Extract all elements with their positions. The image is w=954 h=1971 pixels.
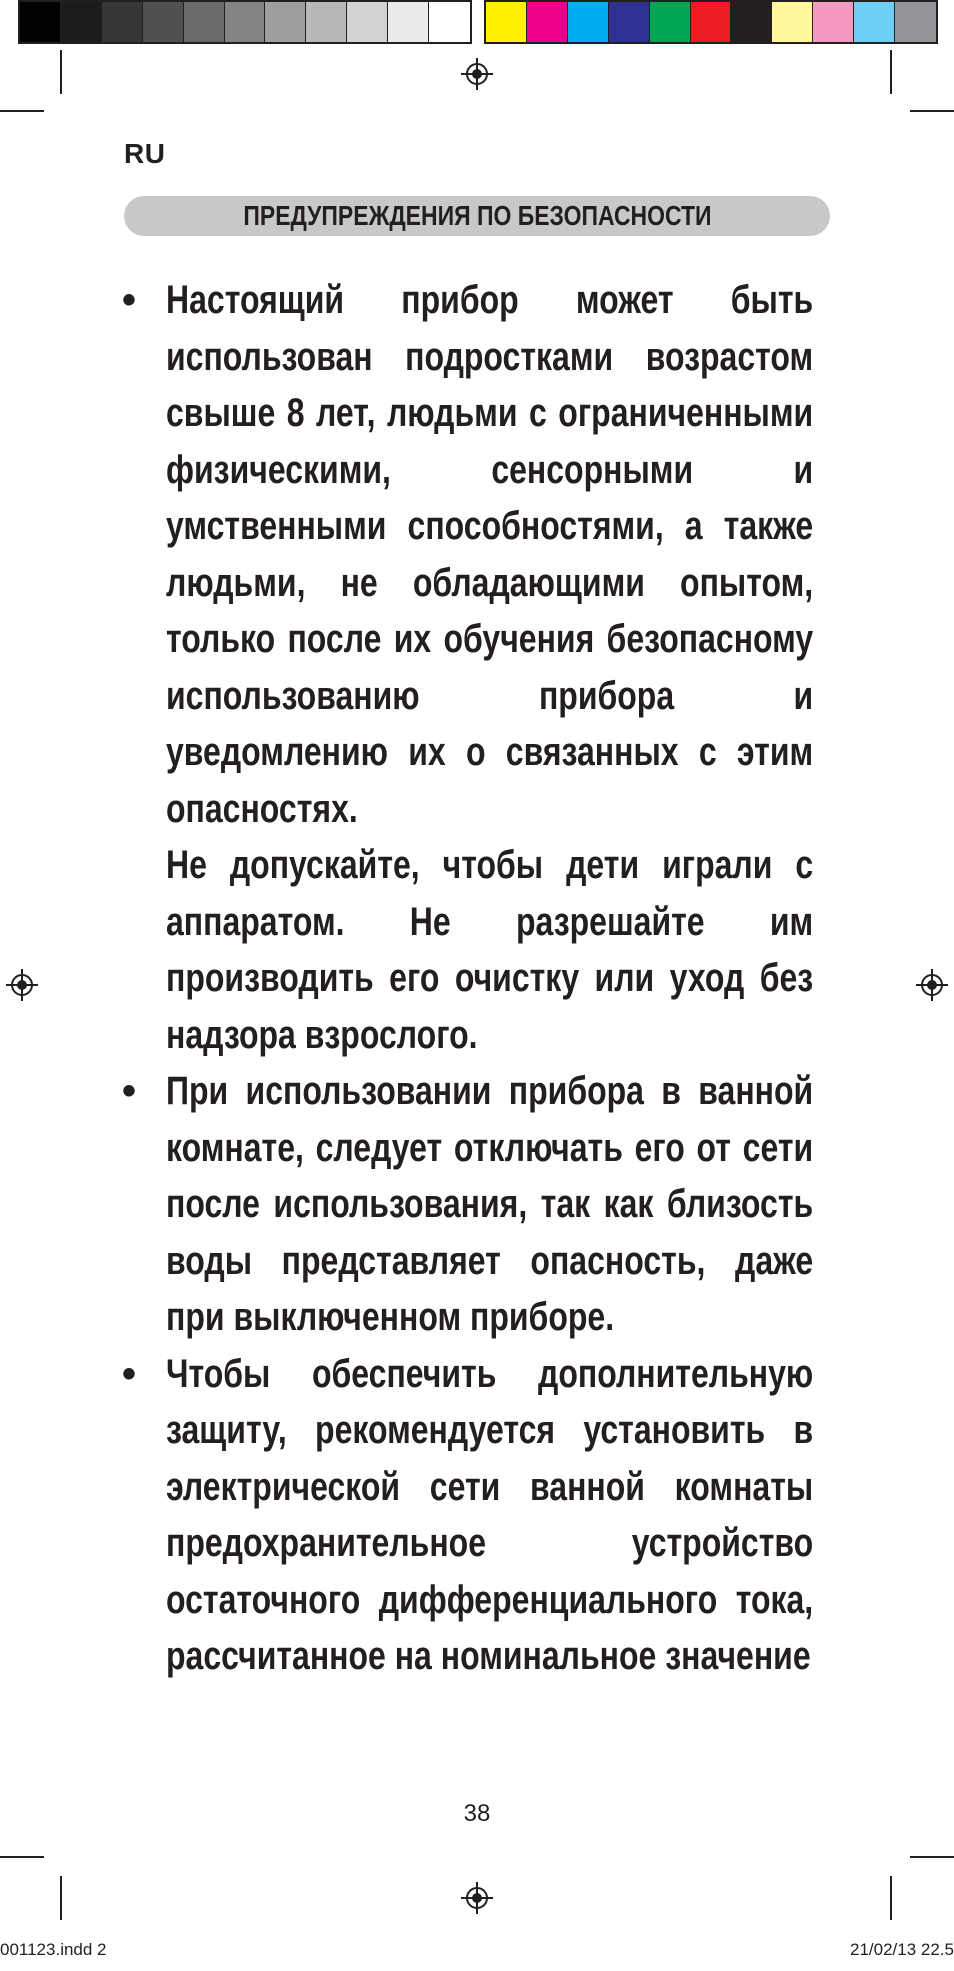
list-item — [122, 1346, 830, 1685]
crop-mark — [0, 1856, 44, 1858]
file-slug: 001123.indd 2 — [0, 1940, 107, 1959]
page-number: 38 — [463, 1800, 491, 1827]
color-swatch-3 — [609, 2, 650, 42]
warning-paragraph: Настоящий прибор может быть использован подростками возрастом свыше 8 лет, людьми с ограниченными физическими, сенсорными и умственными способностями, а также людьми, не обладающими опытом, только после их обучения безопасному использованию прибора и уведомлению их о связанных с этим опасностях. — [166, 278, 814, 831]
color-swatch-0 — [486, 2, 527, 42]
crop-mark — [890, 50, 892, 94]
gray-swatch-4 — [184, 2, 225, 42]
warning-paragraph: Не допускайте, чтобы дети играли с аппаратом. Не разрешайте им производить его очистку или уход без надзора взрослого. — [166, 843, 814, 1057]
color-swatch-6 — [731, 2, 772, 42]
gray-swatch-8 — [347, 2, 388, 42]
warning-paragraph: При использовании прибора в ванной комнате, следует отключать его от сети после использования, так как близость воды представляет опасность, даже при выключенном приборе. — [166, 1069, 814, 1339]
registration-target-icon — [6, 969, 38, 1001]
color-swatch-8 — [813, 2, 854, 42]
gray-swatch-9 — [388, 2, 429, 42]
gray-swatch-1 — [61, 2, 102, 42]
color-swatch-1 — [527, 2, 568, 42]
crop-mark — [910, 110, 954, 112]
bullet-icon: • — [122, 278, 137, 322]
section-title: ПРЕДУПРЕЖДЕНИЯ ПО БЕЗОПАСНОСТИ — [242, 200, 712, 231]
bullet-icon: • — [122, 1351, 137, 1396]
registration-target-icon — [461, 58, 493, 90]
list-item — [122, 272, 830, 1063]
gray-swatch-2 — [102, 2, 143, 42]
color-swatch-9 — [854, 2, 895, 42]
section-header — [124, 196, 830, 236]
color-calibration-bar — [484, 0, 938, 44]
warning-paragraph: Чтобы обеспечить дополнительную защиту, рекомендуется установить в электрической сети ванной комнаты предохранительное устройство остаточного дифференциального тока, рассчитанное на номинальное значение — [166, 1351, 814, 1678]
list-item — [122, 1063, 830, 1346]
grayscale-calibration-bar — [18, 0, 472, 44]
crop-mark — [890, 1876, 892, 1920]
registration-target-icon — [916, 969, 948, 1001]
color-swatch-2 — [568, 2, 609, 42]
bullet-icon: • — [122, 1069, 137, 1113]
registration-target-icon — [461, 1882, 493, 1914]
date-slug: 21/02/13 22.5 — [850, 1940, 954, 1959]
safety-warnings-list — [122, 272, 830, 1685]
crop-mark — [60, 1876, 62, 1920]
crop-mark — [60, 50, 62, 94]
color-swatch-7 — [772, 2, 813, 42]
language-code: RU — [124, 138, 166, 169]
color-swatch-10 — [895, 2, 936, 42]
gray-swatch-7 — [306, 2, 347, 42]
crop-mark — [910, 1856, 954, 1858]
gray-swatch-6 — [265, 2, 306, 42]
crop-mark — [0, 110, 44, 112]
gray-swatch-5 — [225, 2, 266, 42]
color-swatch-4 — [650, 2, 691, 42]
color-swatch-5 — [691, 2, 732, 42]
gray-swatch-0 — [20, 2, 61, 42]
gray-swatch-3 — [143, 2, 184, 42]
gray-swatch-10 — [429, 2, 470, 42]
